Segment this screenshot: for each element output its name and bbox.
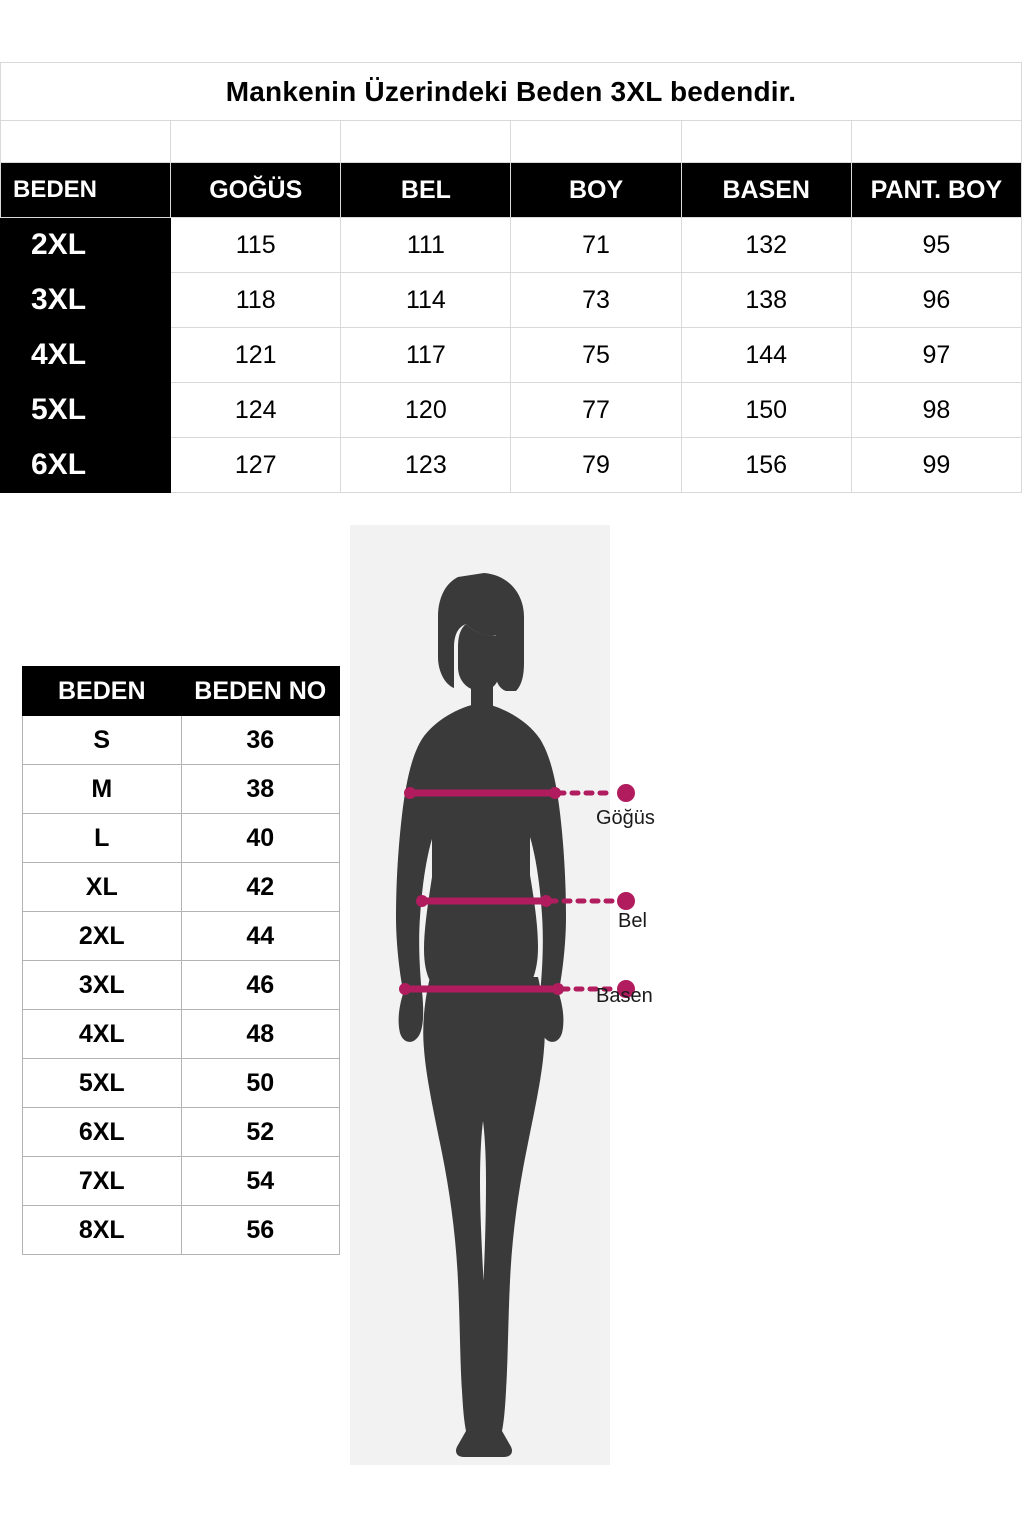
cell-size-no: 38 — [181, 765, 340, 814]
cell-bel: 114 — [341, 273, 511, 328]
cell-bel: 117 — [341, 328, 511, 383]
column-header-pant-boy: PANT. BOY — [851, 163, 1021, 218]
chest-label: Göğüs — [596, 807, 655, 829]
page-title: Mankenin Üzerindeki Beden 3XL bedendir. — [1, 63, 1022, 121]
cell-size: 3XL — [1, 273, 171, 328]
cell-size-no: 52 — [181, 1108, 340, 1157]
mannequin-illustration — [350, 525, 710, 1465]
cell-boy: 77 — [511, 383, 681, 438]
cell-gogus: 118 — [171, 273, 341, 328]
column-header-basen: BASEN — [681, 163, 851, 218]
table-row — [23, 1108, 340, 1157]
cell-pant-boy: 96 — [851, 273, 1021, 328]
cell-bel: 120 — [341, 383, 511, 438]
cell-size: 6XL — [1, 438, 171, 493]
table-row — [23, 1059, 340, 1108]
cell-gogus: 124 — [171, 383, 341, 438]
column-header-beden: BEDEN — [1, 163, 171, 218]
cell-gogus: 127 — [171, 438, 341, 493]
size-number-table-section — [22, 666, 340, 1255]
cell-size-no: 48 — [181, 1010, 340, 1059]
waist-endpoint-dot — [617, 892, 635, 910]
cell-size: L — [23, 814, 182, 863]
cell-pant-boy: 95 — [851, 218, 1021, 273]
spacer-cell — [681, 121, 851, 163]
column-header-gogus: GOĞÜS — [171, 163, 341, 218]
table-row — [23, 1206, 340, 1255]
table-row — [23, 716, 340, 765]
cell-size-no: 36 — [181, 716, 340, 765]
waist-dot-left — [416, 895, 428, 907]
cell-size: 7XL — [23, 1157, 182, 1206]
table-row — [23, 814, 340, 863]
column-header-beden-no: BEDEN NO — [181, 667, 340, 716]
hip-dot-left — [399, 983, 411, 995]
cell-gogus: 115 — [171, 218, 341, 273]
spacer-cell — [511, 121, 681, 163]
hip-label: Basen — [596, 985, 653, 1007]
cell-boy: 71 — [511, 218, 681, 273]
cell-gogus: 121 — [171, 328, 341, 383]
cell-size: 8XL — [23, 1206, 182, 1255]
spacer-cell — [171, 121, 341, 163]
table-header-row — [1, 163, 1022, 218]
cell-basen: 156 — [681, 438, 851, 493]
cell-size-no: 46 — [181, 961, 340, 1010]
cell-size-no: 42 — [181, 863, 340, 912]
table-row — [23, 1157, 340, 1206]
table-title-row — [1, 63, 1022, 121]
cell-size-no: 56 — [181, 1206, 340, 1255]
size-number-table — [22, 666, 340, 1255]
cell-pant-boy: 97 — [851, 328, 1021, 383]
measurements-table — [0, 62, 1022, 493]
cell-basen: 132 — [681, 218, 851, 273]
size-number-header-row — [23, 667, 340, 716]
table-row — [1, 383, 1022, 438]
spacer-cell — [341, 121, 511, 163]
waist-label: Bel — [618, 910, 647, 932]
cell-size-no: 50 — [181, 1059, 340, 1108]
cell-size-no: 40 — [181, 814, 340, 863]
cell-size: 6XL — [23, 1108, 182, 1157]
cell-size: 4XL — [1, 328, 171, 383]
cell-size: 5XL — [1, 383, 171, 438]
cell-pant-boy: 98 — [851, 383, 1021, 438]
table-row — [23, 912, 340, 961]
mannequin-figure — [350, 525, 710, 1465]
cell-bel: 123 — [341, 438, 511, 493]
column-header-bel: BEL — [341, 163, 511, 218]
cell-boy: 73 — [511, 273, 681, 328]
cell-basen: 144 — [681, 328, 851, 383]
spacer-row — [1, 121, 1022, 163]
table-row — [23, 863, 340, 912]
cell-boy: 79 — [511, 438, 681, 493]
cell-size: XL — [23, 863, 182, 912]
column-header-boy: BOY — [511, 163, 681, 218]
cell-size: 5XL — [23, 1059, 182, 1108]
table-row — [1, 328, 1022, 383]
column-header-beden: BEDEN — [23, 667, 182, 716]
chest-endpoint-dot — [617, 784, 635, 802]
cell-size: 4XL — [23, 1010, 182, 1059]
cell-size-no: 44 — [181, 912, 340, 961]
table-row — [1, 438, 1022, 493]
table-row — [23, 961, 340, 1010]
table-row — [23, 1010, 340, 1059]
table-row — [23, 765, 340, 814]
cell-size: 3XL — [23, 961, 182, 1010]
cell-pant-boy: 99 — [851, 438, 1021, 493]
table-row — [1, 273, 1022, 328]
table-row — [1, 218, 1022, 273]
chest-dot-left — [404, 787, 416, 799]
cell-size: 2XL — [23, 912, 182, 961]
cell-basen: 150 — [681, 383, 851, 438]
measurements-table-section — [0, 62, 1022, 493]
cell-basen: 138 — [681, 273, 851, 328]
cell-bel: 111 — [341, 218, 511, 273]
cell-boy: 75 — [511, 328, 681, 383]
spacer-cell — [851, 121, 1021, 163]
cell-size: S — [23, 716, 182, 765]
cell-size: 2XL — [1, 218, 171, 273]
cell-size-no: 54 — [181, 1157, 340, 1206]
spacer-cell — [1, 121, 171, 163]
cell-size: M — [23, 765, 182, 814]
